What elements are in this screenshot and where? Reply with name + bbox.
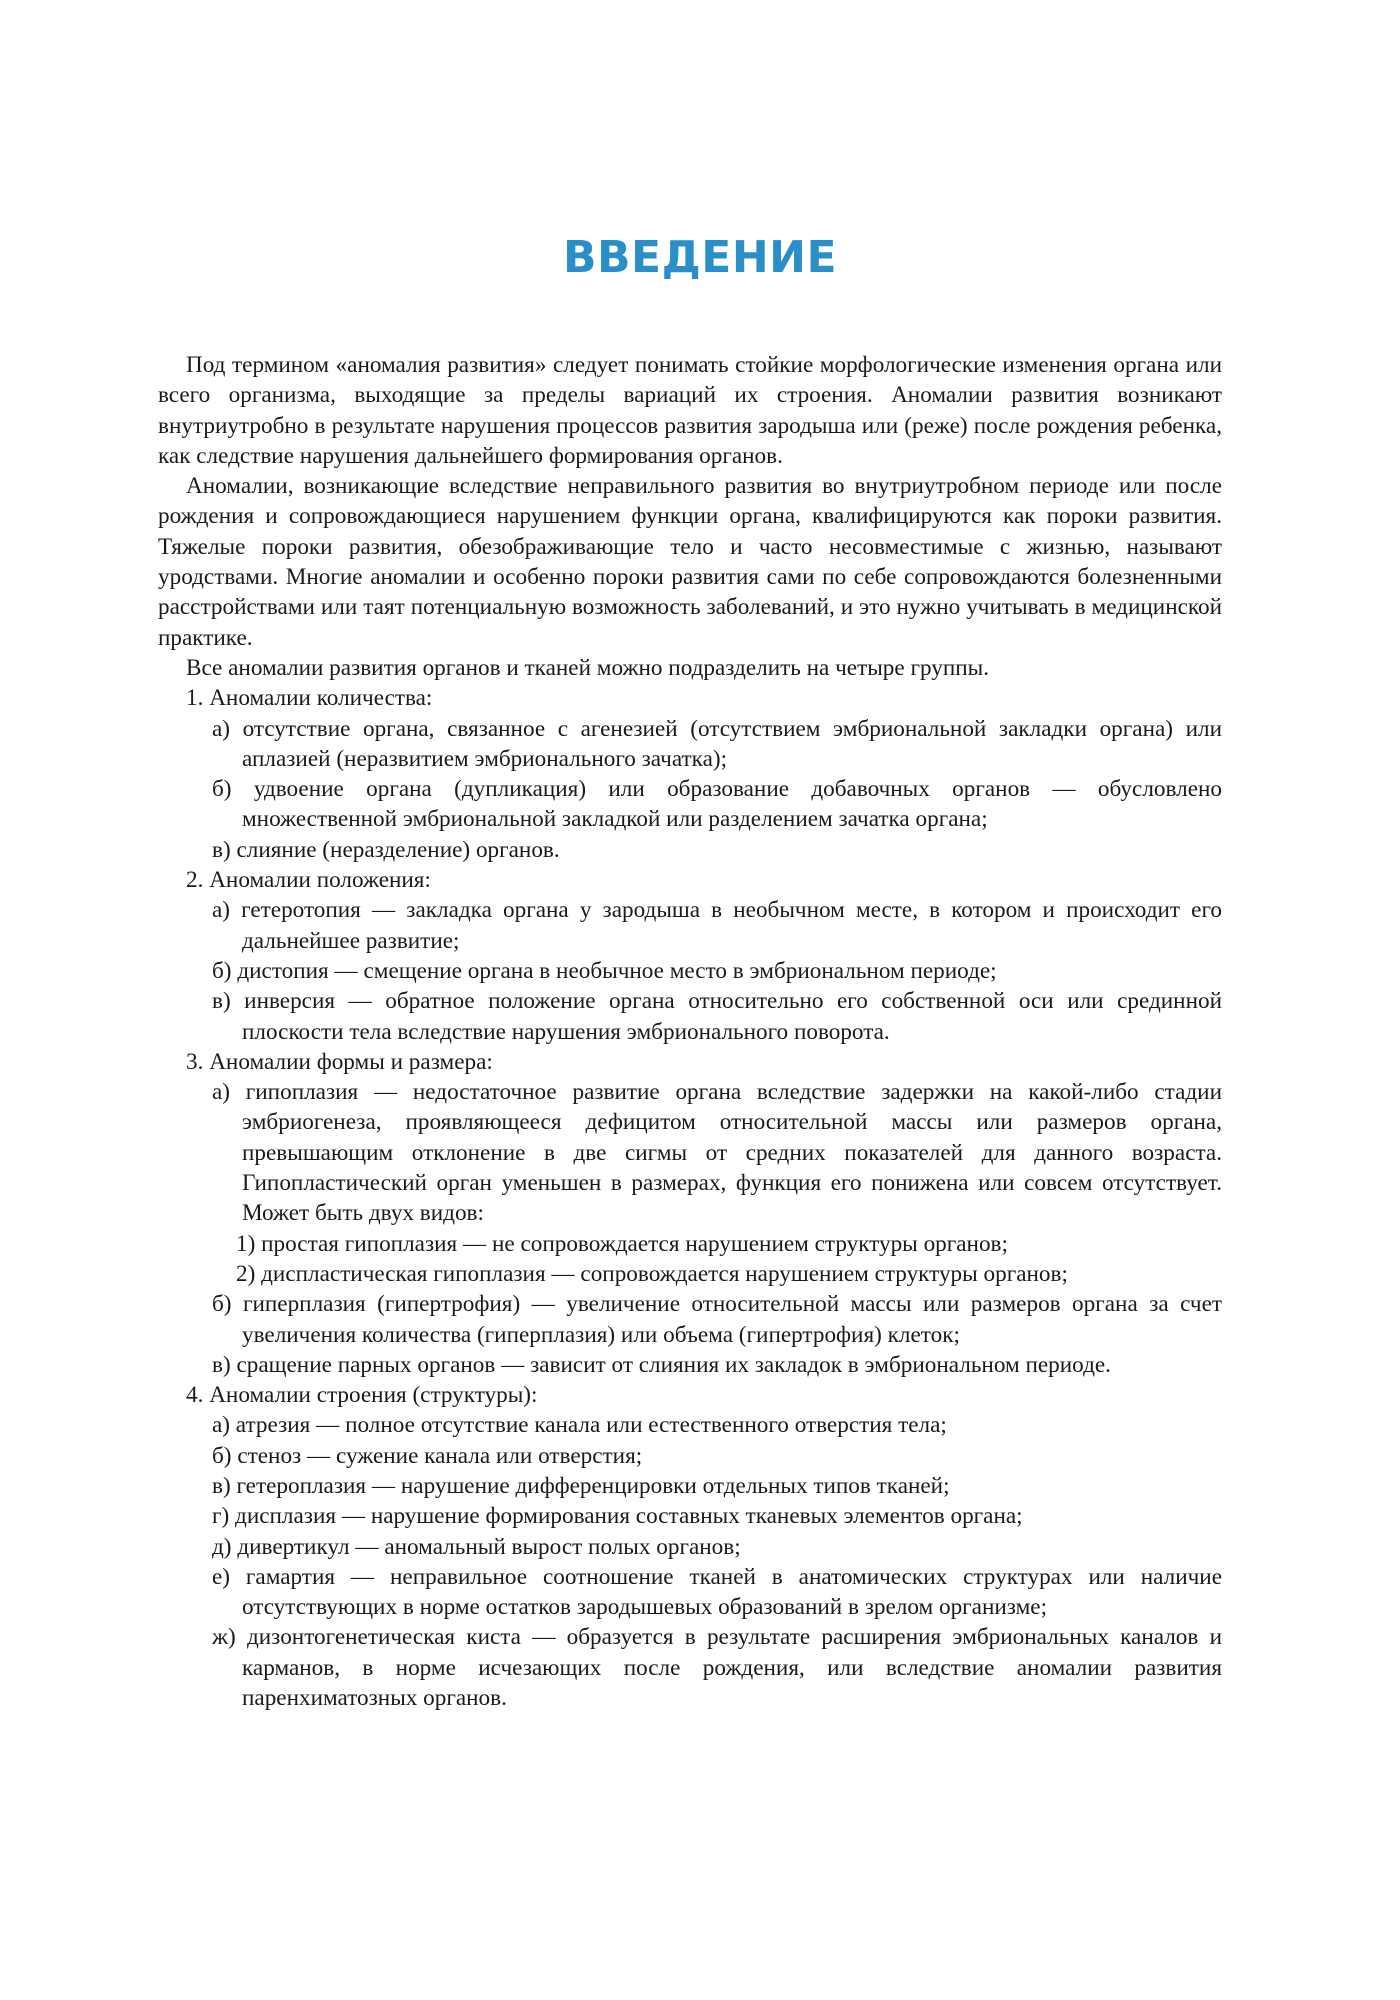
list-item: е) гамартия — неправильное соотношение тканей в анатомических структурах или наличие отсутствующих в норме остатков зародышевых образований в зрелом организме;: [212, 1563, 1222, 1621]
group-heading-position: 2. Аномалии положения:: [186, 867, 431, 894]
list-item: б) стеноз — сужение канала или отверстия;: [212, 1442, 643, 1469]
list-item: б) гиперплазия (гипертрофия) — увеличение относительной массы или размеров органа за счет увеличения количества (гиперплазия) или объема (гипертрофия) клеток;: [212, 1291, 1222, 1348]
list-item: в) слияние (неразделение) органов.: [212, 836, 560, 863]
list-item: ж) дизонтогенетическая киста — образуется в результате расширения эмбриональных каналов и карманов, в норме исчезающих после рождения, или вследствие аномалии развития паренхиматозных органов.: [212, 1624, 1222, 1712]
list-item: в) гетероплазия — нарушение дифференцировки отдельных типов тканей;: [212, 1472, 950, 1499]
list-item: б) удвоение органа (дупликация) или образование добавочных органов — обусловлено множественной эмбриональной закладкой или разделением зачатка органа;: [212, 776, 1222, 833]
group-heading-structure: 4. Аномалии строения (структуры):: [186, 1382, 538, 1409]
list-item: в) сращение парных органов — зависит от слияния их закладок в эмбриональном периоде.: [212, 1351, 1111, 1378]
list-item: в) инверсия — обратное положение органа относительно его собственной оси или срединной плоскости тела вследствие нарушения эмбрионального поворота.: [212, 988, 1222, 1045]
body-text: [158, 350, 1222, 1713]
intro-paragraph-1: Под термином «аномалия развития» следует понимать стойкие морфологические изменения органа или всего организма, выходящие за пределы вариаций их строения. Аномалии развития возникают внутриутробно в результате нарушения процессов развития зародыша или (реже) после рождения ребенка, как следствие нарушения дальнейшего формирования органов.: [158, 352, 1222, 469]
sub-list-item: 1) простая гипоплазия — не сопровождается нарушением структуры органов;: [236, 1230, 1008, 1257]
intro-paragraph-3: Все аномалии развития органов и тканей можно подразделить на четыре группы.: [186, 654, 990, 681]
list-item: г) дисплазия — нарушение формирования составных тканевых элементов органа;: [212, 1503, 1023, 1530]
sub-list-item: 2) диспластическая гипоплазия — сопровождается нарушением структуры органов;: [236, 1260, 1068, 1287]
list-item: а) гипоплазия — недостаточное развитие органа вследствие задержки на какой-либо стадии эмбриогенеза, проявляющееся дефицитом относительной массы или размеров органа, превышающим отклонение в две сигмы от средних показателей для данного возраста. Гипопластический орган уменьшен в размерах, функция его понижена или совсем отсутствует. Может быть двух видов:: [212, 1079, 1222, 1227]
intro-paragraph-2: Аномалии, возникающие вследствие неправильного развития во внутриутробном периоде или после рождения и сопровождающиеся нарушением функции органа, квалифицируются как пороки развития. Тяжелые пороки развития, обезображивающие тело и часто несовместимые с жизнью, называют уродствами. Многие аномалии и особенно пороки развития сами по себе сопровождаются болезненными расстройствами или таят потенциальную возможность заболеваний, и это нужно учитывать в медицинской практике.: [158, 473, 1222, 651]
list-item: а) атрезия — полное отсутствие канала или естественного отверстия тела;: [212, 1412, 947, 1439]
list-item: б) дистопия — смещение органа в необычное место в эмбриональном периоде;: [212, 957, 997, 984]
group-heading-shape-size: 3. Аномалии формы и размера:: [186, 1048, 493, 1075]
list-item: а) гетеротопия — закладка органа у зародыша в необычном месте, в котором и происходит его дальнейшее развитие;: [212, 897, 1222, 954]
group-heading-quantity: 1. Аномалии количества:: [186, 685, 433, 712]
list-item: д) дивертикул — аномальный вырост полых органов;: [212, 1533, 741, 1560]
page-title: ВВЕДЕНИЕ: [562, 232, 838, 283]
list-item: а) отсутствие органа, связанное с агенезией (отсутствием эмбриональной закладки органа) или аплазией (неразвитием эмбрионального зачатка);: [212, 715, 1222, 772]
